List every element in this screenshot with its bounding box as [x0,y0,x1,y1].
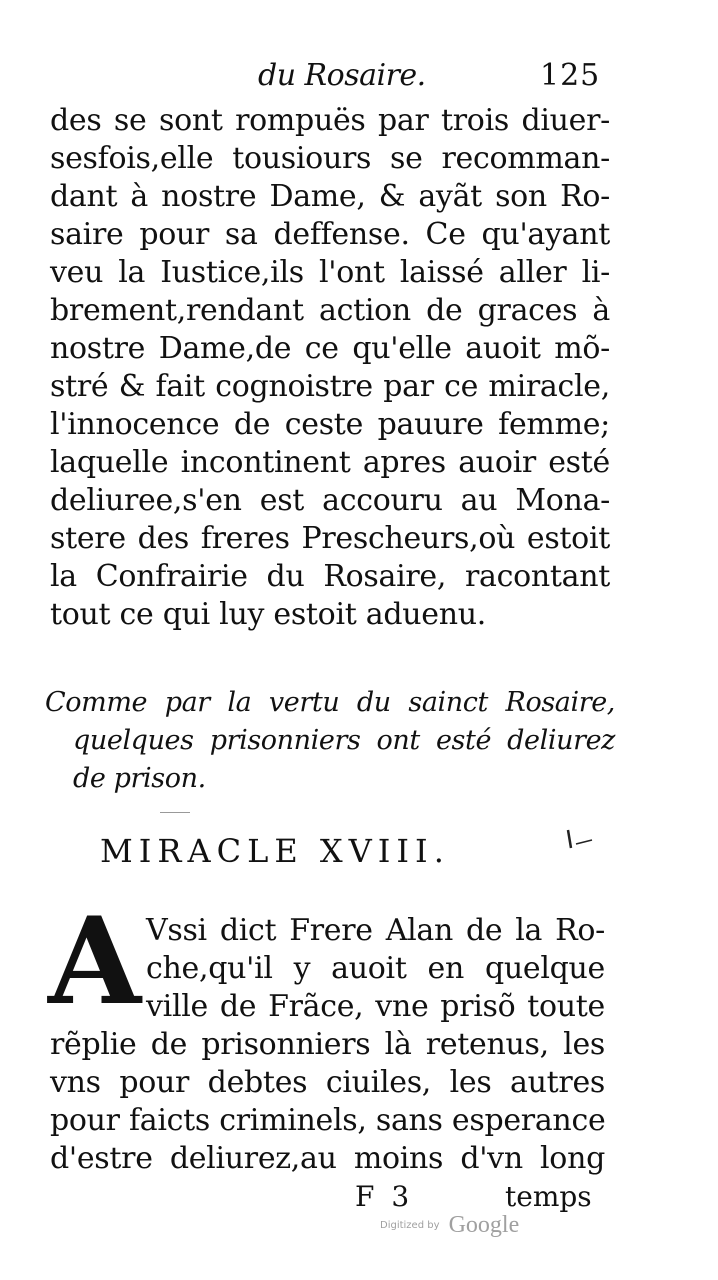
text-line: ville de Frãce, vne prisõ toute [146,989,605,1024]
text-line: brement,rendant action de graces à [50,293,610,328]
chapter-summary [45,684,615,798]
summary-line: de prison. [73,763,206,794]
text-line: sesfois,elle tousiours se recomman- [50,141,610,176]
text-line: Vssi dict Frere Alan de la Ro- [146,913,605,948]
text-line: des se sont rompuës par trois diuer- [50,103,610,138]
text-line: l'innocence de ceste pauure femme; [50,407,610,442]
text-line: nostre Dame,de ce qu'elle auoit mõ- [50,331,610,366]
catchword: temps [505,1180,592,1213]
text-line: laquelle incontinent apres auoir esté [50,445,610,480]
text-line: rẽplie de prisonniers là retenus, les [50,1027,605,1062]
summary-line: Comme par la vertu du sainct Rosaire, [45,687,615,718]
summary-line: quelques prisonniers ont esté deliurez [73,725,615,756]
watermark-prefix: Digitized by [380,1220,440,1231]
body-text [50,102,610,634]
chapter-heading: MIRACLE XVIII. [100,832,450,870]
text-line: che,qu'il y auoit en quelque [146,951,605,986]
watermark-brand: Google [448,1212,520,1238]
text-line: dant à nostre Dame, & ayãt son Ro- [50,179,610,214]
text-line: stré & fait cognoistre par ce miracle, [50,369,610,404]
text-line: d'estre deliurez,au moins d'vn long [50,1141,605,1176]
running-title: du Rosaire. [258,58,426,93]
page-number: 125 [540,58,601,93]
page-header [0,58,718,98]
page-footer [0,1180,718,1220]
text-line: veu la Iustice,ils l'ont laissé aller li- [50,255,610,290]
drop-cap: A [48,891,142,1032]
text-line: deliuree,s'en est accouru au Mona- [50,483,610,518]
margin-pen-mark-icon [562,826,596,863]
text-line: tout ce qui luy estoit aduenu. [50,597,486,632]
text-line: stere des freres Prescheurs,où estoit [50,521,610,556]
text-line: vns pour debtes ciuiles, les autres [50,1065,605,1100]
signature-mark: F 3 [355,1180,414,1213]
text-line: pour faicts criminels, sans esperance [50,1103,606,1138]
separator-rule [160,812,190,813]
digitization-watermark [380,1212,519,1239]
paragraph [50,912,605,1178]
text-line: la Confrairie du Rosaire, racontant [50,559,610,594]
text-line: saire pour sa deffense. Ce qu'ayant [50,217,610,252]
